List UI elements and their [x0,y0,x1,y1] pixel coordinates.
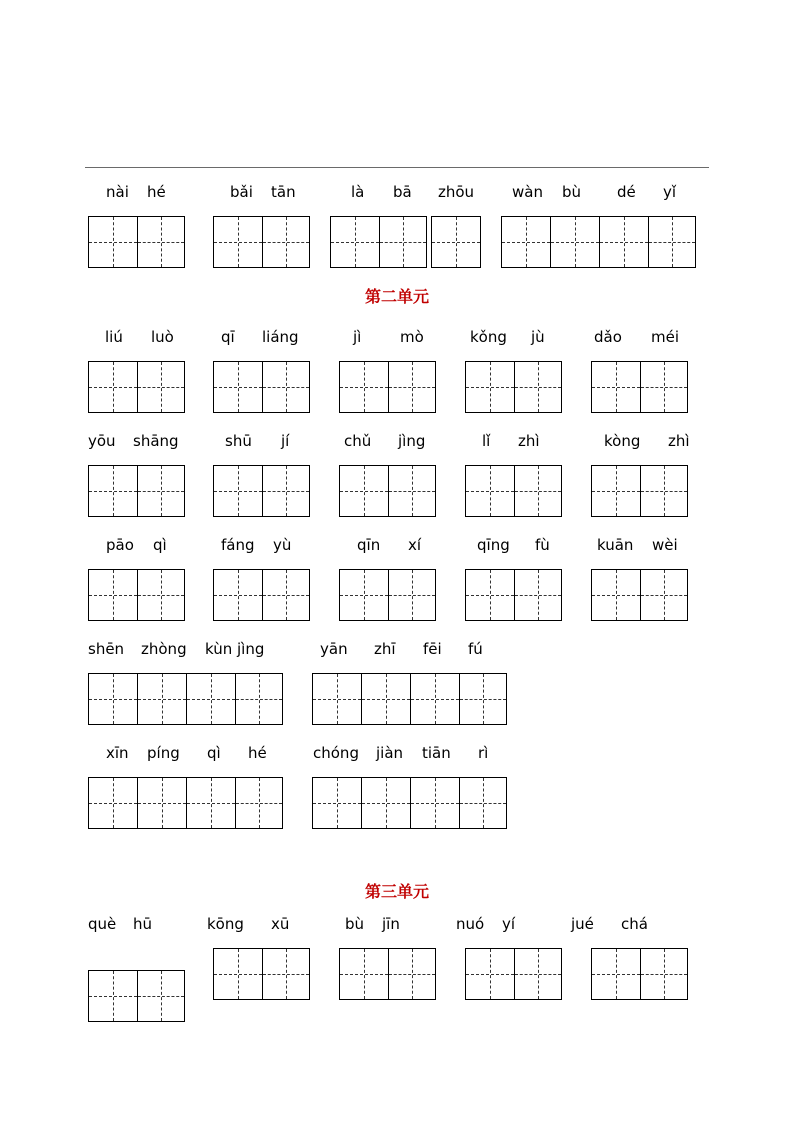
writing-grid[interactable] [330,216,427,268]
pinyin: jué [571,915,594,933]
char-cell[interactable] [550,217,599,267]
writing-grid[interactable] [431,216,481,268]
char-cell[interactable] [459,674,506,724]
pinyin: hé [248,744,267,762]
char-cell[interactable] [388,362,436,412]
pinyin: tiān [422,744,451,762]
pinyin: kòng [604,432,641,450]
pinyin: jì [353,328,362,346]
char-cell[interactable] [89,217,137,267]
char-cell[interactable] [262,570,310,620]
char-cell[interactable] [313,674,361,724]
pinyin: luò [151,328,174,346]
char-cell[interactable] [89,971,137,1021]
char-cell[interactable] [186,674,235,724]
char-cell[interactable] [502,217,550,267]
writing-grid[interactable] [213,216,310,268]
pinyin: jù [531,328,545,346]
pinyin: méi [651,328,680,346]
char-cell[interactable] [262,362,310,412]
pinyin: chá [621,915,648,933]
writing-grid[interactable] [88,465,185,517]
char-cell[interactable] [89,466,137,516]
char-cell[interactable] [137,674,186,724]
unit-3-heading: 第三单元 [364,882,429,901]
pinyin: qīn [357,536,381,554]
pinyin: yǐ [663,183,677,201]
char-cell[interactable] [640,362,688,412]
pinyin: zhī [374,640,396,658]
pinyin: píng [147,744,180,762]
char-cell[interactable] [137,466,185,516]
char-cell[interactable] [214,362,262,412]
char-cell[interactable] [89,570,137,620]
char-cell[interactable] [331,217,379,267]
char-cell[interactable] [432,217,480,267]
char-cell[interactable] [410,674,459,724]
pinyin: zhòng [141,640,187,658]
char-cell[interactable] [648,217,695,267]
writing-grid[interactable] [213,948,310,1000]
writing-grid[interactable] [339,948,436,1000]
char-cell[interactable] [340,949,388,999]
char-cell[interactable] [137,971,185,1021]
pinyin: zhì [668,432,690,450]
char-cell[interactable] [313,778,361,828]
writing-grid[interactable] [501,216,696,268]
pinyin: là [351,183,365,201]
writing-grid[interactable] [88,361,185,413]
char-cell[interactable] [214,466,262,516]
char-cell[interactable] [379,217,427,267]
char-cell[interactable] [235,674,282,724]
char-cell[interactable] [466,362,514,412]
char-cell[interactable] [361,674,410,724]
pinyin: què [88,915,117,933]
pinyin: lǐ [482,432,491,450]
char-cell[interactable] [592,949,640,999]
char-cell[interactable] [514,949,562,999]
char-cell[interactable] [340,570,388,620]
char-cell[interactable] [388,466,436,516]
char-cell[interactable] [592,362,640,412]
pinyin: shū [225,432,252,450]
writing-grid[interactable] [465,569,562,621]
char-cell[interactable] [410,778,459,828]
pinyin: chóng [313,744,359,762]
pinyin: qì [207,744,221,762]
writing-grid[interactable] [591,569,688,621]
pinyin: zhōu [438,183,475,201]
pinyin: jiàn [376,744,404,762]
pinyin: shāng [133,432,179,450]
pinyin: bǎi [230,183,253,201]
pinyin: bā [393,183,412,201]
pinyin: yù [273,536,292,554]
pinyin: rì [478,744,489,762]
char-cell[interactable] [137,217,185,267]
writing-grid[interactable] [591,361,688,413]
char-cell[interactable] [89,778,137,828]
char-cell[interactable] [137,570,185,620]
writing-grid[interactable] [339,569,436,621]
writing-grid[interactable] [213,465,310,517]
writing-grid[interactable] [88,216,185,268]
char-cell[interactable] [340,466,388,516]
char-cell[interactable] [235,778,282,828]
char-cell[interactable] [361,778,410,828]
char-cell[interactable] [514,466,562,516]
pinyin: kōng [207,915,244,933]
char-cell[interactable] [137,778,186,828]
char-cell[interactable] [137,362,185,412]
pinyin: qīng [477,536,510,554]
top-rule [85,167,709,168]
pinyin: fáng [221,536,255,554]
pinyin: pāo [106,536,134,554]
char-cell[interactable] [262,466,310,516]
pinyin: kǒng [470,328,507,346]
pinyin: zhì [518,432,540,450]
char-cell[interactable] [89,362,137,412]
char-cell[interactable] [186,778,235,828]
pinyin: fù [535,536,550,554]
pinyin: dé [617,183,636,201]
pinyin: liáng [262,328,299,346]
pinyin: jīn [382,915,400,933]
char-cell[interactable] [388,949,436,999]
pinyin: wàn [512,183,543,201]
pinyin: bù [345,915,365,933]
writing-grid[interactable] [465,948,562,1000]
pinyin: fēi [423,640,442,658]
pinyin: xīn [106,744,129,762]
pinyin: xū [271,915,290,933]
pinyin: kuān [597,536,634,554]
writing-grid[interactable] [591,948,688,1000]
char-cell[interactable] [592,466,640,516]
writing-grid[interactable] [465,361,562,413]
pinyin: chǔ [344,432,372,450]
char-cell[interactable] [514,570,562,620]
char-cell[interactable] [640,466,688,516]
writing-grid[interactable] [88,673,283,725]
char-cell[interactable] [459,778,506,828]
pinyin: wèi [652,536,678,554]
pinyin: bù [562,183,582,201]
pinyin: yān [320,640,348,658]
pinyin: qì [153,536,167,554]
pinyin: mò [400,328,424,346]
char-cell[interactable] [514,362,562,412]
char-cell[interactable] [466,466,514,516]
writing-grid[interactable] [312,673,507,725]
pinyin: hé [147,183,166,201]
char-cell[interactable] [262,217,310,267]
pinyin: qī [221,328,235,346]
char-cell[interactable] [262,949,310,999]
pinyin: nài [106,183,129,201]
pinyin: kùn jìng [205,640,265,658]
writing-grid[interactable] [339,465,436,517]
writing-grid[interactable] [465,465,562,517]
char-cell[interactable] [640,949,688,999]
unit-2-heading: 第二单元 [364,287,429,306]
char-cell[interactable] [214,949,262,999]
pinyin: yōu [88,432,116,450]
char-cell[interactable] [388,570,436,620]
writing-grid[interactable] [213,361,310,413]
pinyin: liú [105,328,123,346]
writing-grid[interactable] [339,361,436,413]
pinyin: jí [281,432,290,450]
pinyin: hū [133,915,153,933]
writing-grid[interactable] [312,777,507,829]
writing-grid[interactable] [88,970,185,1022]
char-cell[interactable] [89,674,137,724]
writing-grid[interactable] [591,465,688,517]
char-cell[interactable] [340,362,388,412]
char-cell[interactable] [214,217,262,267]
pinyin: jìng [398,432,426,450]
pinyin: fú [468,640,483,658]
writing-grid[interactable] [88,777,283,829]
char-cell[interactable] [599,217,648,267]
pinyin: yí [502,915,516,933]
pinyin: xí [408,536,422,554]
char-cell[interactable] [640,570,688,620]
writing-grid[interactable] [213,569,310,621]
pinyin: dǎo [594,328,622,346]
char-cell[interactable] [592,570,640,620]
writing-grid[interactable] [88,569,185,621]
char-cell[interactable] [466,570,514,620]
pinyin: tān [271,183,296,201]
pinyin: nuó [456,915,485,933]
pinyin: shēn [88,640,125,658]
char-cell[interactable] [214,570,262,620]
char-cell[interactable] [466,949,514,999]
